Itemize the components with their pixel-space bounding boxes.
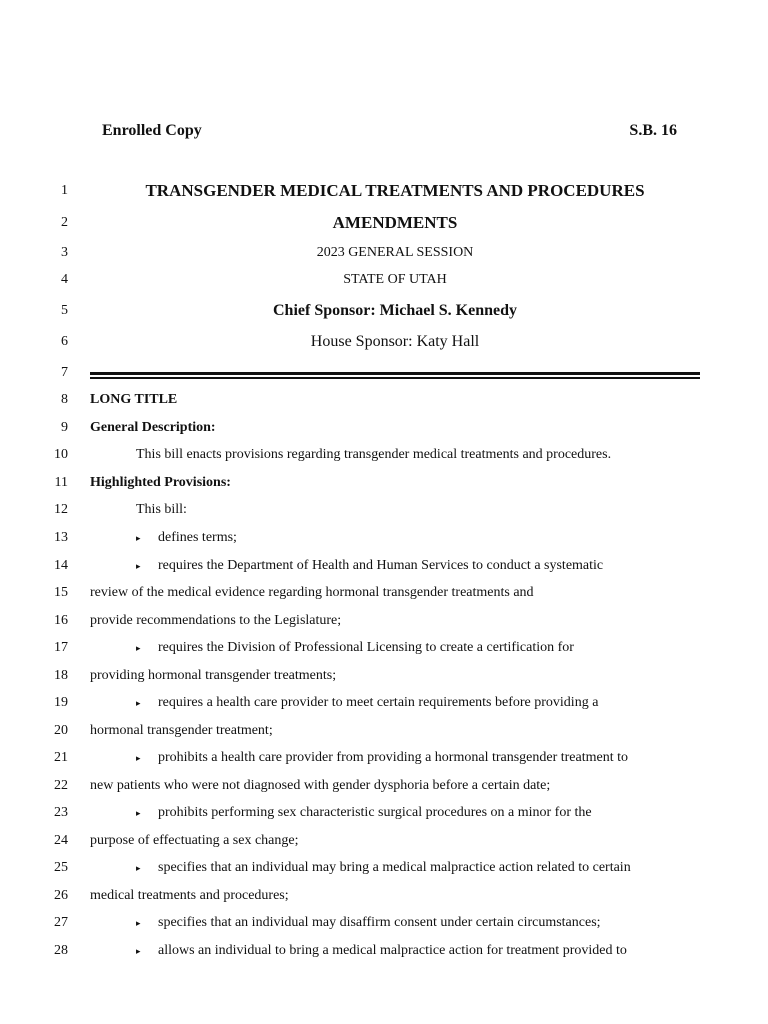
line-5 — [0, 299, 768, 323]
bill-title-line-2: AMENDMENTS — [332, 213, 458, 232]
line-number: 8 — [61, 392, 68, 407]
line-number: 21 — [54, 750, 68, 765]
line-11 — [0, 471, 768, 495]
line-13 — [0, 526, 768, 550]
line-number: 16 — [54, 613, 68, 628]
line-25 — [0, 856, 768, 880]
provision-text: specifies that an individual may bring a medical malpractice action related to certain — [158, 860, 631, 875]
line-10 — [0, 443, 768, 467]
provision-text: requires the Department of Health and Human Services to conduct a systematic — [158, 558, 604, 573]
line-number: 19 — [54, 695, 68, 710]
line-number: 23 — [54, 805, 68, 820]
provision-text: prohibits performing sex characteristic surgical procedures on a minor for the — [158, 805, 592, 820]
body-text: This bill: — [136, 502, 187, 517]
line-number: 9 — [61, 420, 68, 435]
line-number: 28 — [54, 943, 68, 958]
line-14 — [0, 554, 768, 578]
line-number: 4 — [61, 272, 68, 287]
bullet-icon: ▸ — [136, 918, 141, 928]
bill-number: S.B. 16 — [629, 122, 677, 139]
line-27 — [0, 911, 768, 935]
line-15 — [0, 581, 768, 605]
body-text: purpose of effectuating a sex change; — [90, 833, 299, 848]
body-text: medical treatments and procedures; — [90, 888, 289, 903]
line-12 — [0, 498, 768, 522]
line-24 — [0, 829, 768, 853]
line-19 — [0, 691, 768, 715]
line-number: 7 — [61, 365, 68, 380]
line-20 — [0, 719, 768, 743]
section-heading: LONG TITLE — [90, 392, 178, 407]
line-23 — [0, 801, 768, 825]
line-21 — [0, 746, 768, 770]
line-2 — [0, 211, 768, 235]
provision-text: specifies that an individual may disaffirm consent under certain circumstances; — [158, 915, 601, 930]
line-number: 11 — [54, 475, 68, 490]
state: STATE OF UTAH — [343, 272, 447, 287]
document-status: Enrolled Copy — [102, 122, 202, 139]
line-6 — [0, 330, 768, 354]
provision-text: defines terms; — [158, 530, 237, 545]
line-number: 10 — [54, 447, 68, 462]
line-number: 17 — [54, 640, 68, 655]
provision-text: requires a health care provider to meet certain requirements before providing a — [158, 695, 599, 710]
bullet-icon: ▸ — [136, 698, 141, 708]
line-number: 12 — [54, 502, 68, 517]
line-number: 18 — [54, 668, 68, 683]
chief-sponsor: Chief Sponsor: Michael S. Kennedy — [272, 302, 517, 319]
line-number: 20 — [54, 723, 68, 738]
line-22 — [0, 774, 768, 798]
line-8 — [0, 388, 768, 412]
provision-text: prohibits a health care provider from providing a hormonal transgender treatment to — [158, 750, 629, 765]
line-number: 26 — [54, 888, 68, 903]
bullet-icon: ▸ — [136, 561, 141, 571]
line-18 — [0, 664, 768, 688]
line-number: 13 — [54, 530, 68, 545]
bullet-icon: ▸ — [136, 533, 141, 543]
provision-text: allows an individual to bring a medical malpractice action for treatment provided to — [158, 943, 627, 958]
line-number: 22 — [54, 778, 68, 793]
house-sponsor: House Sponsor: Katy Hall — [310, 333, 480, 350]
line-3 — [0, 241, 768, 265]
line-number: 24 — [54, 833, 68, 848]
body-text: hormonal transgender treatment; — [90, 723, 273, 738]
provision-text: requires the Division of Professional Licensing to create a certification for — [158, 640, 574, 655]
bullet-icon: ▸ — [136, 946, 141, 956]
subsection-heading: General Description: — [90, 420, 216, 435]
line-9 — [0, 416, 768, 440]
body-text: provide recommendations to the Legislature; — [90, 613, 342, 628]
body-text: new patients who were not diagnosed with gender dysphoria before a certain date; — [90, 778, 551, 793]
body-text: review of the medical evidence regarding hormonal transgender treatments and — [90, 585, 534, 600]
line-number: 5 — [61, 303, 68, 318]
bullet-icon: ▸ — [136, 863, 141, 873]
subsection-heading: Highlighted Provisions: — [90, 475, 231, 490]
session: 2023 GENERAL SESSION — [316, 245, 474, 260]
bullet-icon: ▸ — [136, 753, 141, 763]
line-number: 25 — [54, 860, 68, 875]
line-16 — [0, 609, 768, 633]
body-text: providing hormonal transgender treatments; — [90, 668, 337, 683]
bullet-icon: ▸ — [136, 643, 141, 653]
line-number: 2 — [61, 215, 68, 230]
line-number: 15 — [54, 585, 68, 600]
line-26 — [0, 884, 768, 908]
line-number: 27 — [54, 915, 68, 930]
bill-title-line-1: TRANSGENDER MEDICAL TREATMENTS AND PROCEDURES — [145, 181, 645, 200]
body-text: This bill enacts provisions regarding transgender medical treatments and procedures. — [136, 447, 612, 462]
line-number: 3 — [61, 245, 68, 260]
line-number: 1 — [61, 183, 68, 198]
line-number: 14 — [54, 558, 68, 573]
bullet-icon: ▸ — [136, 808, 141, 818]
line-28 — [0, 939, 768, 963]
line-number: 6 — [61, 334, 68, 349]
title-divider — [90, 372, 700, 379]
line-4 — [0, 268, 768, 292]
line-17 — [0, 636, 768, 660]
line-1 — [0, 179, 768, 203]
